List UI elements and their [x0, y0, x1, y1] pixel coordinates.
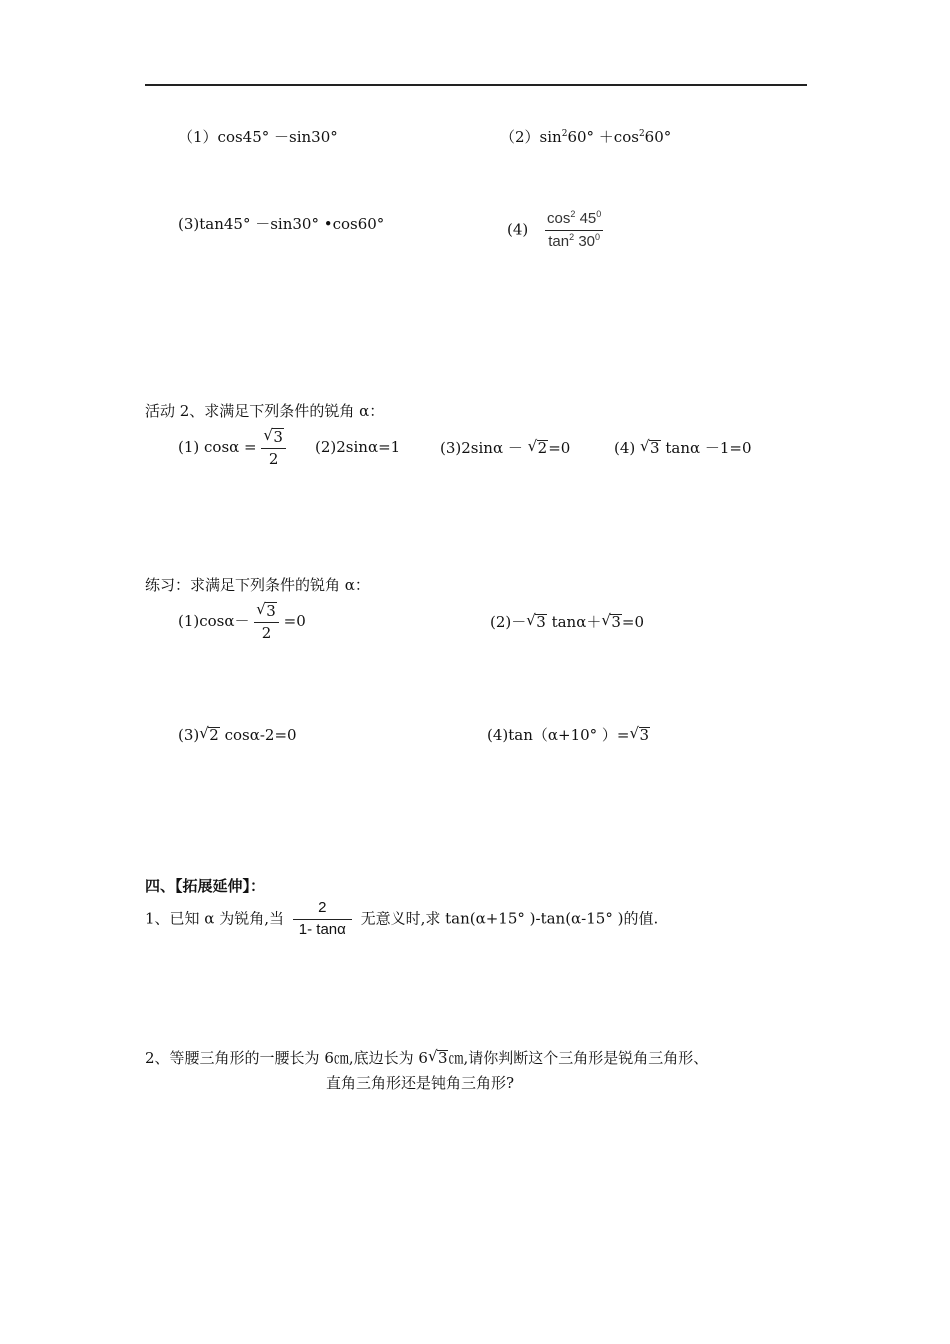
extension-question-2-line-2: 直角三角形还是钝角三角形? [326, 1074, 515, 1092]
question-1: （1）cos45° －sin30° [178, 128, 338, 146]
practice-item-2: (2)－√ 3 tanα＋√ 3=0 [490, 614, 644, 630]
practice-item-1: (1)cosα－ √ $\frac{3}{2}$ =0 [178, 602, 306, 641]
header-rule [145, 84, 807, 86]
practice-item-4: (4)tan（α+10° ）=√ 3 [487, 727, 650, 743]
activity-2-item-2: (2)2sinα=1 [315, 438, 401, 456]
section-4-heading: 四、【拓展延伸】： [145, 877, 266, 895]
question-4-fraction: $\frac{\cos^2 45^0}{\tan^2 30^0}$ [547, 209, 602, 250]
extension-question-2: 2、等腰三角形的一腰长为 6㎝,底边长为 6√ 3㎝,请你判断这个三角形是锐角三角形、 [145, 1050, 708, 1066]
practice-item-3: (3)√ 2 cosα-2=0 [178, 727, 297, 743]
question-3: (3)tan45° －sin30° •cos60° [178, 215, 385, 233]
activity-2-item-1: (1) cosα = √ $\frac{3}{2}$ [178, 428, 286, 467]
activity-2-item-4: (4) √ 3 tanα －1=0 [614, 440, 752, 456]
practice-title: 练习：求满足下列条件的锐角 α： [145, 576, 370, 594]
activity-2-title: 活动 2、求满足下列条件的锐角 α： [145, 402, 385, 420]
activity-2-item-3: (3)2sinα － √ 2=0 [440, 440, 570, 456]
extension-question-1: 1、已知 α 为锐角,当 $\frac{2}{1- \tan\alpha}$ 无意义时,求 tan(α+15° )-tan(α-15° )的值. [145, 899, 659, 938]
question-2: $(2)\sin^260^\circ +\cos^260^\circ$ [500, 128, 672, 146]
question-4: (4) $\frac{\cos^2 45^0}{\tan^2 30^0}$ [507, 209, 602, 250]
